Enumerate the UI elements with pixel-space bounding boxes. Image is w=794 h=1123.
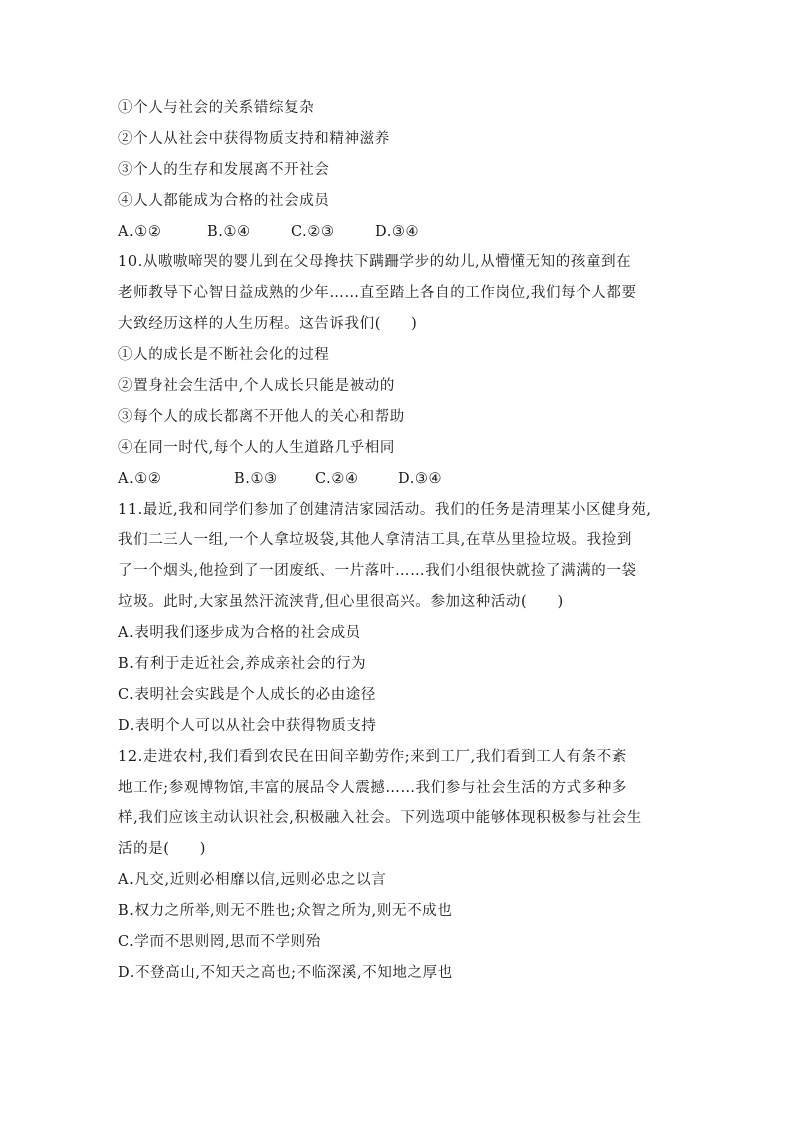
q10-options (118, 469, 678, 489)
q12-text-line-3: 样,我们应该主动认识社会,积极融入社会。下列选项中能够体现积极参与社会生 (118, 810, 642, 827)
q10-statement-1: ①人的成长是不断社会化的过程 (118, 347, 330, 364)
q12-option-c: C.学而不思则罔,思而不学则殆 (118, 934, 321, 951)
question-9 (118, 98, 678, 242)
q11-option-a: A.表明我们逐步成为合格的社会成员 (118, 625, 361, 642)
q10-option-b: B.①③ (234, 470, 278, 487)
question-10 (118, 252, 678, 488)
q9-statement-4: ④人人都能成为合格的社会成员 (118, 192, 330, 209)
q11-option-c: C.表明社会实践是个人成长的必由途径 (118, 686, 376, 703)
q10-text-line-1: 10.从嗷嗷啼哭的婴儿到在父母搀扶下蹒跚学步的幼儿,从懵懂无知的孩童到在 (118, 254, 632, 271)
q10-text-line-3: 大致经历这样的人生历程。这告诉我们( ) (118, 316, 418, 333)
q9-statement-1: ①个人与社会的关系错综复杂 (118, 100, 315, 116)
q10-statement-2: ②置身社会生活中,个人成长只能是被动的 (118, 378, 396, 395)
q11-text-line-3: 了一个烟头,他捡到了一团废纸、一片落叶……我们小组很快就捡了满满的一袋 (118, 563, 637, 580)
q11-option-b: B.有利于走近社会,养成亲社会的行为 (118, 656, 367, 673)
q9-option-a: A.①② (118, 223, 162, 240)
q9-statement-3: ③个人的生存和发展离不开社会 (118, 161, 330, 178)
exam-page (118, 98, 678, 994)
q12-option-d: D.不登高山,不知天之高也;不临深溪,不知地之厚也 (118, 964, 453, 981)
q10-option-d: D.③④ (398, 470, 443, 487)
q12-option-b: B.权力之所举,则无不胜也;众智之所为,则无不成也 (118, 903, 453, 920)
q9-statement-2: ②个人从社会中获得物质支持和精神滋养 (118, 130, 390, 147)
q10-statement-3: ③每个人的成长都离不开他人的关心和帮助 (118, 408, 405, 425)
q12-option-a: A.凡交,近则必相靡以信,远则必忠之以言 (118, 872, 387, 889)
q9-option-b: B.①④ (207, 223, 251, 240)
q10-option-a: A.①② (118, 470, 162, 487)
question-12 (118, 747, 678, 983)
q11-text-line-4: 垃圾。此时,大家虽然汗流浃背,但心里很高兴。参加这种活动( ) (118, 594, 564, 611)
q9-option-c: C.②③ (291, 223, 335, 240)
q12-text-line-2: 地工作;参观博物馆,丰富的展品令人震撼……我们参与社会生活的方式多种多 (118, 779, 627, 796)
q12-text-line-4: 活的是( ) (118, 841, 207, 858)
q9-options (118, 222, 678, 242)
q10-option-c: C.②④ (315, 470, 359, 487)
q11-option-d: D.表明个人可以从社会中获得物质支持 (118, 717, 377, 734)
q10-text-line-2: 老师教导下心智日益成熟的少年……直至踏上各自的工作岗位,我们每个人都要 (118, 285, 637, 302)
q9-option-d: D.③④ (375, 223, 420, 240)
question-11 (118, 500, 678, 736)
q11-text-line-2: 我们二三人一组,一个人拿垃圾袋,其他人拿清洁工具,在草丛里捡垃圾。我捡到 (118, 532, 632, 549)
q11-text-line-1: 11.最近,我和同学们参加了创建清洁家园活动。我们的任务是清理某小区健身苑, (118, 501, 652, 518)
q10-statement-4: ④在同一时代,每个人的人生道路几乎相同 (118, 439, 396, 456)
q12-text-line-1: 12.走进农村,我们看到农民在田间辛勤劳作;来到工厂,我们看到工人有条不紊 (118, 748, 627, 765)
